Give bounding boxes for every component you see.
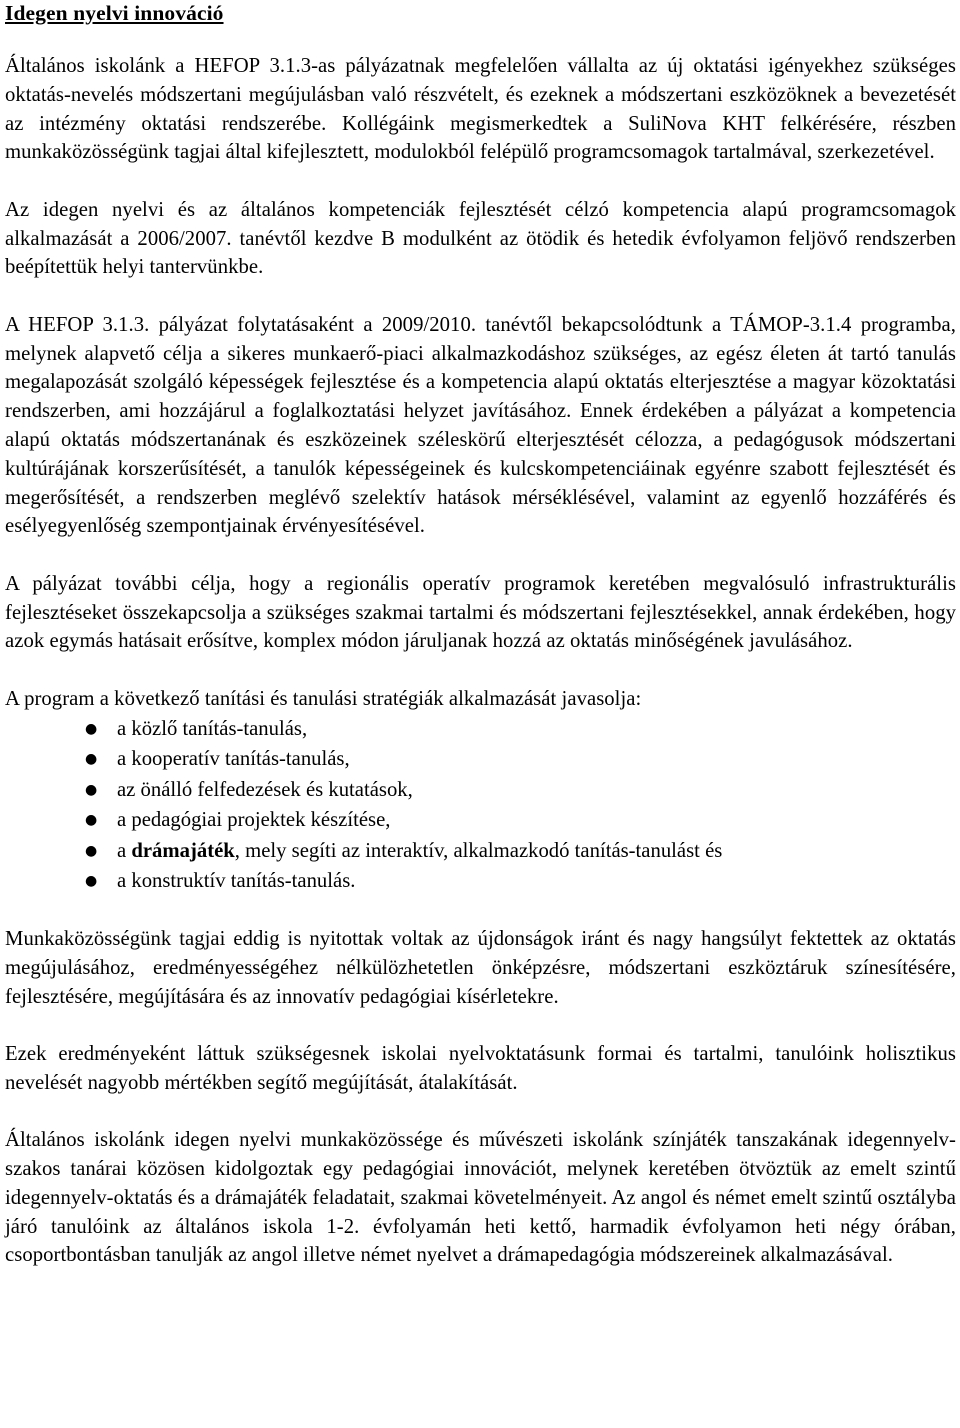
bullet-icon: ● bbox=[85, 720, 98, 737]
list-item bbox=[5, 775, 956, 806]
paragraph-workgroup: Munkaközösségünk tagjai eddig is nyitottak voltak az újdonságok iránt és nagy hangsúlyt fektettek az oktatás megújulásához, eredményességéhez nélkülözhetetlen önképzésre, módszertani eszköztáruk színesítésére, fejlesztésére, megújítására és az innovatív pedagógiai kísérletekre. bbox=[5, 928, 956, 1008]
list-item bbox=[5, 744, 956, 775]
list-item-text: a konstruktív tanítás-tanulás. bbox=[117, 870, 356, 893]
bullet-icon: ● bbox=[85, 781, 98, 798]
paragraph-strategies-intro: A program a következő tanítási és tanulási stratégiák alkalmazását javasolja: bbox=[5, 687, 642, 710]
list-item bbox=[5, 836, 956, 867]
bullet-icon: ● bbox=[85, 873, 98, 890]
page-title: Idegen nyelvi innováció bbox=[5, 1, 224, 25]
paragraph-tamop: A HEFOP 3.1.3. pályázat folytatásaként a 2009/2010. tanévtől bekapcsolódtunk a TÁMOP-3.1.4 programba, melynek alapvető célja a sikeres munkaerő-piaci alkalmazkodáshoz szükséges, az egész életen át tartó tanulás megalapozását szolgáló képességek fejlesztése és a kompetencia alapú oktatás elterjesztése a magyar közoktatási rendszerben, ami hozzájárul a foglalkoztatási helyzet javításához. Ennek érdekében a pályázat a kompetencia alapú oktatás módszertanának és eszközeinek széleskörű elterjesztését célozza, a pedagógusok módszertani kultúrájának korszerűsítését, a tanulók képességeinek és kulcskompetenciáinak egyénre szabott fejlesztését és megerősítését, a rendszerben meglévő szelektív hatások mérséklésével, valamint az egyenlő hozzáférés és esélyegyenlőség szempontjainak érvényesítésével. bbox=[5, 313, 956, 538]
list-item-text-suffix: , mely segíti az interaktív, alkalmazkodó tanítás-tanulást és bbox=[234, 839, 723, 862]
paragraph-results: Ezek eredményeként láttuk szükségesnek iskolai nyelvoktatásunk formai és tartalmi, tanulóink holisztikus nevelését nagyobb mértékben segítő megújítását, átalakítását. bbox=[5, 1043, 956, 1094]
paragraph-hefop: Általános iskolánk a HEFOP 3.1.3-as pályázatnak megfelelően vállalta az új oktatási igényekhez szükséges oktatás-nevelés módszertani megújulásban való részvételt, és ezeknek a módszertani eszközöknek a bevezetését az intézmény oktatási rendszerébe. Kollégáink megismerkedtek a SuliNova KHT felkérésére, részben munkaközösségünk tagjai által kifejlesztett, modulokból felépülő programcsomagok tartalmával, szerkezetével. bbox=[5, 55, 956, 164]
list-item bbox=[5, 866, 956, 897]
paragraph-further-goal: A pályázat további célja, hogy a regionális operatív programok keretében megvalósuló infrastrukturális fejlesztéseket összekapcsolja a szükséges szakmai tartalmi és módszertani fejlesztésekkel, annak érdekében, hogy azok egymás hatásait erősítve, komplex módon járuljanak hozzá az oktatás minőségének javulásához. bbox=[5, 572, 956, 653]
list-item bbox=[5, 805, 956, 836]
list-item-text: az önálló felfedezések és kutatások, bbox=[117, 778, 413, 801]
list-item-text: a pedagógiai projektek készítése, bbox=[117, 809, 391, 832]
list-item-bold-term: drámajáték bbox=[131, 839, 235, 862]
list-item-text: a közlő tanítás-tanulás, bbox=[117, 717, 308, 740]
paragraph-competencies: Az idegen nyelvi és az általános kompetenciák fejlesztését célzó kompetencia alapú programcsomagok alkalmazását a 2006/2007. tanévtől kezdve B modulként az ötödik és hetedik évfolyamon feljövő rendszerben beépítettük helyi tantervünkbe. bbox=[5, 198, 956, 279]
list-item bbox=[5, 714, 956, 745]
strategy-list bbox=[5, 714, 956, 897]
list-item-text-prefix: a bbox=[117, 839, 132, 862]
paragraph-innovation: Általános iskolánk idegen nyelvi munkaközössége és művészeti iskolánk színjáték tanszakának idegennyelv-szakos tanárai közösen kidolgoztak egy pedagógiai innovációt, melynek keretében ötvöztük az emelt szintű idegennyelv-oktatás és a drámajáték feladatait, szakmai követelményeit. Az angol és német emelt szintű osztályba járó tanulóink az általános iskola 1-2. évfolyamán heti kettő, harmadik évfolyamon heti négy órában, csoportbontásban tanulják az angol illetve német nyelvet a drámapedagógia módszereinek alkalmazásával. bbox=[5, 1129, 956, 1267]
list-item-text: a kooperatív tanítás-tanulás, bbox=[117, 748, 350, 771]
bullet-icon: ● bbox=[85, 751, 98, 768]
bullet-icon: ● bbox=[85, 842, 98, 859]
bullet-icon: ● bbox=[85, 812, 98, 829]
